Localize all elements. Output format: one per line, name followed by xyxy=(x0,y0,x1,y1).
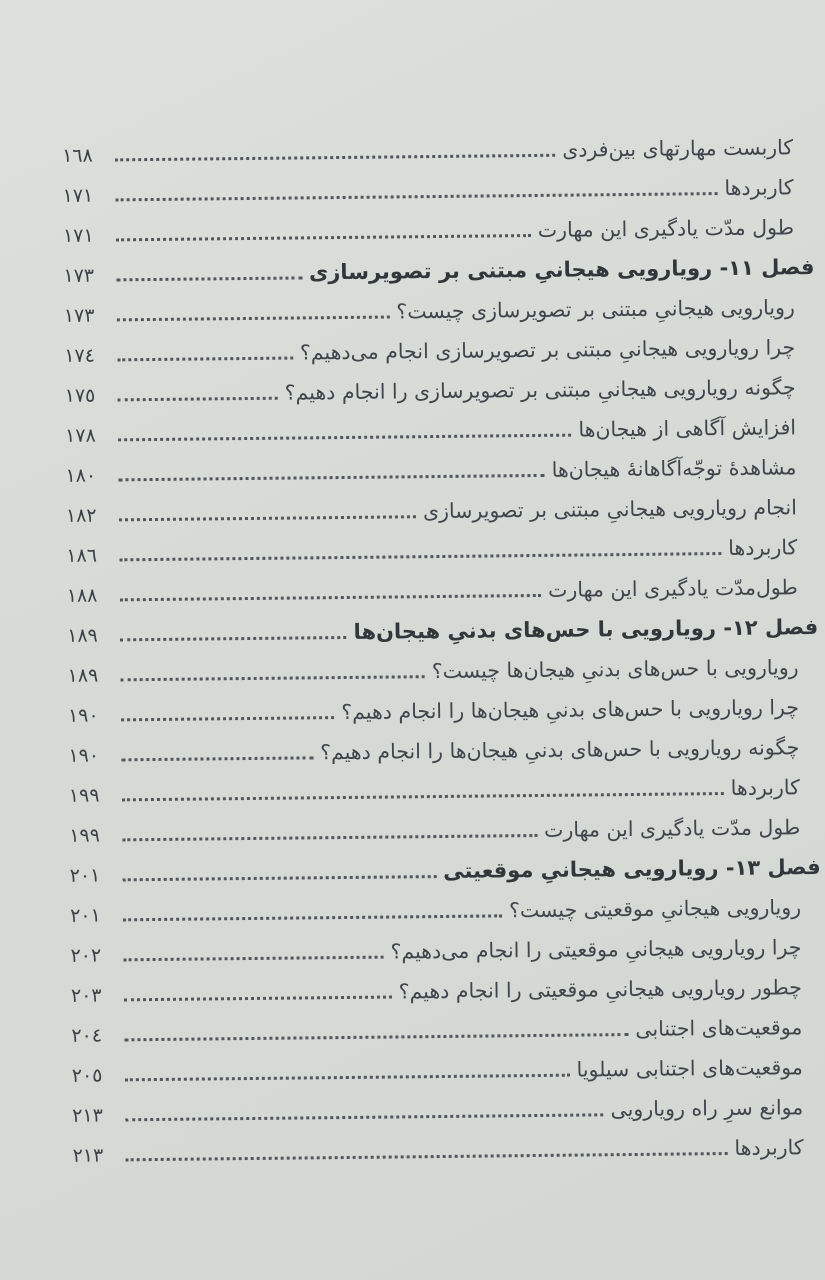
toc-entry-page-number: ٢٠٤ xyxy=(71,1024,103,1047)
toc-entry-page-number: ١٩٠ xyxy=(68,744,100,767)
toc-entry xyxy=(71,1014,822,1049)
toc-entry-page-number: ١٨٩ xyxy=(67,664,99,687)
dot-leader xyxy=(124,956,384,962)
toc-entry-title: موقعیت‌های اجتنابی سیلویا xyxy=(576,1055,803,1082)
toc-entry xyxy=(69,774,820,809)
toc-entry xyxy=(65,374,816,409)
toc-entry xyxy=(68,694,819,729)
toc-entry-title: چگونه رویارویی هیجانیِ مبتنی بر تصویرسازی را انجام دهیم؟ xyxy=(284,375,796,405)
toc-entry-title: چرا رویارویی با حس‌های بدنیِ هیجان‌ها را انجام دهیم؟ xyxy=(341,695,800,725)
dot-leader xyxy=(117,357,293,362)
toc-entry xyxy=(64,294,815,329)
dot-leader xyxy=(125,1113,603,1121)
toc-entry xyxy=(67,574,818,609)
toc-entry-title: کاربست مهارتهای بین‌فردی xyxy=(562,135,794,162)
dot-leader xyxy=(118,434,571,442)
toc-entry-title: موانع سرِ راه رویارویی xyxy=(610,1095,804,1122)
dot-leader xyxy=(125,1074,570,1082)
toc-entry-title: چرا رویارویی هیجانیِ مبتنی بر تصویرسازی انجام می‌دهیم؟ xyxy=(299,335,796,365)
toc-entry-title: مشاهدهٔ توجّه‌آگاهانهٔ هیجان‌ها xyxy=(551,455,797,482)
toc-entry-title: رویارویی هیجانیِ مبتنی بر تصویرسازی چیست؟ xyxy=(396,295,795,324)
toc-entry xyxy=(63,214,814,249)
dot-leader xyxy=(123,914,502,921)
toc-entry xyxy=(67,654,818,689)
dot-leader xyxy=(124,1033,628,1041)
toc-entry xyxy=(65,414,816,449)
toc-entry-page-number: ١٨٩ xyxy=(67,624,98,647)
toc-entry-page-number: ١٨٢ xyxy=(65,504,97,527)
toc-entry-title: فصل ۱۲- رویارویی با حس‌های بدنیِ هیجان‌ها xyxy=(353,615,819,644)
toc-entry xyxy=(63,254,814,289)
toc-entry-title: طول‌مدّت یادگیری این مهارت xyxy=(547,575,798,602)
toc-entry xyxy=(67,614,818,649)
toc-entry-title: فصل ۱۱- رویارویی هیجانیِ مبتنی بر تصویرسازی xyxy=(308,255,815,285)
toc-entry-page-number: ١٩٩ xyxy=(68,784,100,807)
dot-leader xyxy=(126,1152,728,1161)
toc-entry xyxy=(65,454,816,489)
toc-entry-page-number: ١٨٦ xyxy=(66,544,98,567)
toc-entry-title: طول مدّت یادگیری این مهارت xyxy=(543,815,801,842)
toc-entry-page-number: ١٧١ xyxy=(62,184,94,207)
toc-entry-page-number: ١٧٤ xyxy=(64,344,96,367)
toc-entry xyxy=(70,894,821,929)
toc-entry xyxy=(70,934,821,969)
dot-leader xyxy=(120,636,346,641)
toc-entry-title: کاربردها xyxy=(730,775,800,800)
toc-entry-page-number: ١٨٠ xyxy=(65,464,97,487)
toc-entry-page-number: ٢٠١ xyxy=(70,904,101,927)
toc-entry-page-number: ٢٠٣ xyxy=(70,984,102,1007)
dot-leader xyxy=(124,996,392,1002)
toc-entry-page-number: ١٨٨ xyxy=(66,584,98,607)
dot-leader xyxy=(119,552,721,561)
dot-leader xyxy=(123,875,437,881)
toc-list xyxy=(62,134,824,1182)
toc-entry-page-number: ٢١٣ xyxy=(72,1144,104,1167)
toc-entry xyxy=(62,174,813,209)
toc-entry xyxy=(66,494,817,529)
toc-entry-title: چگونه رویارویی با حس‌های بدنیِ هیجان‌ها را انجام دهیم؟ xyxy=(320,735,800,765)
dot-leader xyxy=(115,154,555,162)
toc-entry-title: رویارویی هیجانیِ موقعیتی چیست؟ xyxy=(508,895,802,923)
toc-entry-page-number: ٢٠١ xyxy=(69,864,101,887)
toc-entry-page-number: ٢١٣ xyxy=(72,1104,103,1127)
toc-entry xyxy=(66,534,817,569)
toc-entry-page-number: ١٩٩ xyxy=(69,824,101,847)
toc-entry xyxy=(72,1094,823,1129)
toc-entry-page-number: ٢٠٢ xyxy=(70,944,102,967)
toc-entry-page-number: ١٦٨ xyxy=(62,144,93,167)
toc-entry xyxy=(71,974,822,1009)
toc-entry xyxy=(72,1134,823,1169)
toc-entry-title: رویارویی با حس‌های بدنیِ هیجان‌ها چیست؟ xyxy=(431,655,799,684)
dot-leader xyxy=(121,716,334,721)
toc-entry-title: کاربردها xyxy=(734,1135,804,1160)
dot-leader xyxy=(122,834,537,841)
toc-entry-page-number: ١٧١ xyxy=(62,224,94,247)
dot-leader xyxy=(119,515,416,521)
toc-entry xyxy=(69,814,820,849)
toc-entry-page-number: ١٩٠ xyxy=(67,704,99,727)
toc-entry-title: موقعیت‌های اجتنابی xyxy=(635,1015,803,1041)
dot-leader xyxy=(116,234,531,241)
toc-entry-page-number: ١٧٥ xyxy=(64,384,96,407)
dot-leader xyxy=(118,397,278,402)
toc-entry-page-number: ٢٠٥ xyxy=(71,1064,103,1087)
toc-entry-page-number: ١٧٨ xyxy=(64,424,96,447)
dot-leader xyxy=(122,792,724,801)
dot-leader xyxy=(116,276,302,281)
toc-entry xyxy=(72,1054,823,1089)
toc-entry-title: انجام رویارویی هیجانیِ مبتنی بر تصویرسازی xyxy=(422,495,798,524)
dot-leader xyxy=(117,316,390,322)
toc-entry-title: طول مدّت یادگیری این مهارت xyxy=(537,215,795,242)
dot-leader xyxy=(121,675,425,681)
toc-entry-title: افزایش آگاهی از هیجان‌ها xyxy=(578,415,797,442)
toc-entry-title: چطور رویارویی هیجانیِ موقعیتی را انجام دهیم؟ xyxy=(398,975,803,1004)
dot-leader xyxy=(119,474,545,481)
toc-entry-title: چرا رویارویی هیجانیِ موقعیتی را انجام می‌دهیم؟ xyxy=(390,935,802,964)
toc-entry-page-number: ١٧٣ xyxy=(63,264,95,287)
dot-leader xyxy=(120,594,541,601)
toc-entry xyxy=(70,854,821,889)
toc-entry-page-number: ١٧٣ xyxy=(63,304,95,327)
toc-entry xyxy=(68,734,819,769)
toc-entry-title: کاربردها xyxy=(728,535,798,560)
toc-entry-title: فصل ۱۳- رویارویی هیجانیِ موقعیتی xyxy=(443,855,821,883)
toc-entry xyxy=(64,334,815,369)
toc-entry xyxy=(62,134,813,169)
dot-leader xyxy=(116,192,718,201)
toc-entry-title: کاربردها xyxy=(724,175,794,200)
dot-leader xyxy=(121,756,313,761)
